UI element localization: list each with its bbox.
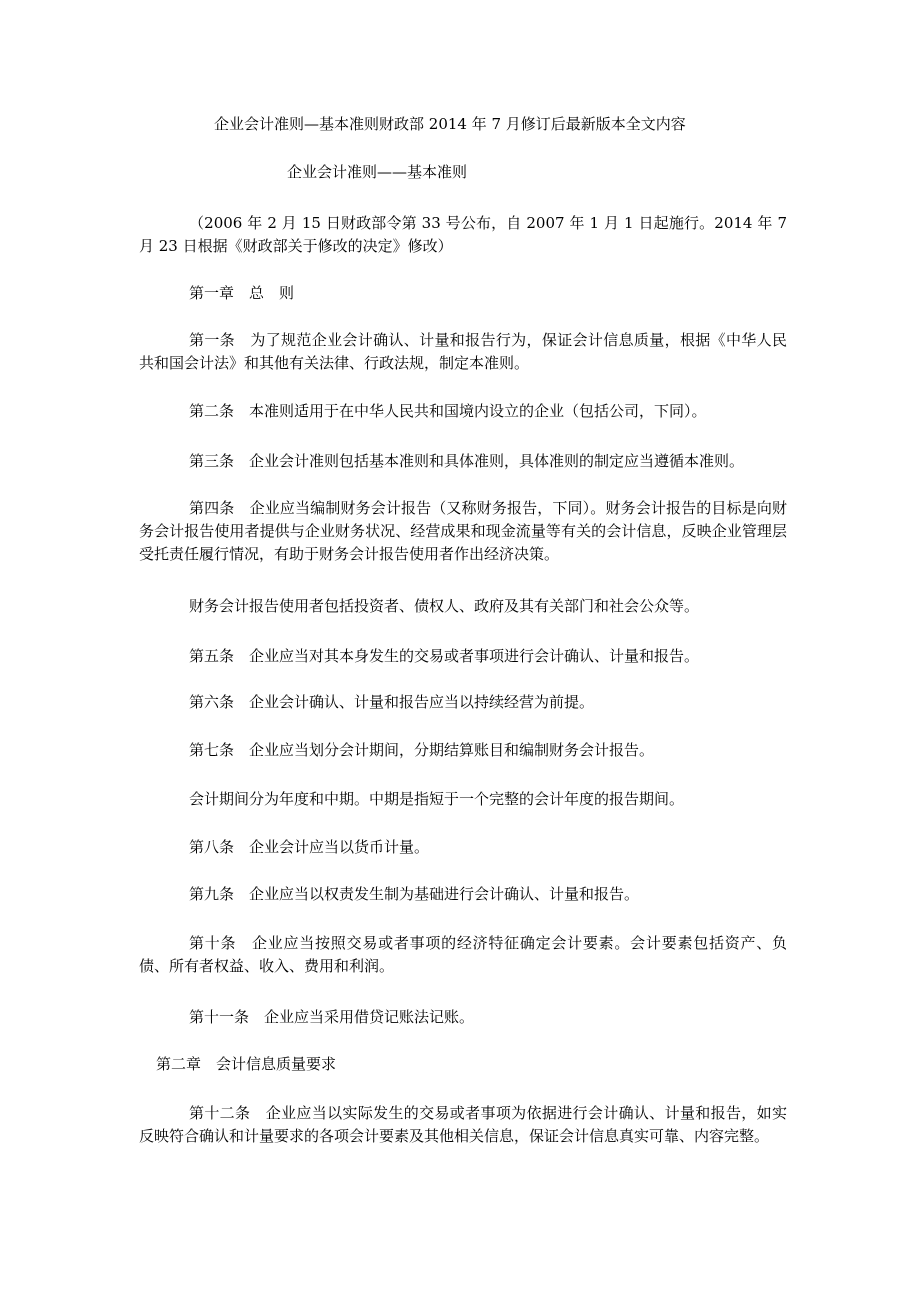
- publication-note: （2006 年 2 月 15 日财政部令第 33 号公布，自 2007 年 1 月 1 日起施行。2014 年 7 月 23 日根据《财政部关于修改的决定》修改）: [139, 214, 787, 255]
- document-title: 企业会计准则—基本准则财政部 2014 年 7 月修订后最新版本全文内容: [214, 115, 686, 133]
- article-paragraph: 第四条 企业应当编制财务会计报告（又称财务报告，下同）。财务会计报告的目标是向财务会计报告使用者提供与企业财务状况、经营成果和现金流量等有关的会计信息，反映企业管理层受托责任履行情况，有助于财务会计报告使用者作出经济决策。: [139, 499, 787, 563]
- chapter-heading: 第一章 总 则: [189, 284, 295, 302]
- standard-subtitle: 企业会计准则——基本准则: [287, 163, 468, 181]
- article-paragraph: 第五条 企业应当对其本身发生的交易或者事项进行会计确认、计量和报告。: [189, 647, 700, 665]
- article-paragraph: 第八条 企业会计应当以货币计量。: [189, 838, 430, 856]
- article-paragraph: 第七条 企业应当划分会计期间，分期结算账目和编制财务会计报告。: [189, 741, 655, 759]
- article-paragraph: 第三条 企业会计准则包括基本准则和具体准则，具体准则的制定应当遵循本准则。: [189, 452, 745, 470]
- article-paragraph: 第六条 企业会计确认、计量和报告应当以持续经营为前提。: [189, 693, 595, 711]
- article-paragraph: 第十二条 企业应当以实际发生的交易或者事项为依据进行会计确认、计量和报告，如实反映符合确认和计量要求的各项会计要素及其他相关信息，保证会计信息真实可靠、内容完整。: [139, 1104, 787, 1145]
- article-paragraph: 财务会计报告使用者包括投资者、债权人、政府及其有关部门和社会公众等。: [189, 597, 700, 615]
- article-paragraph: 第十条 企业应当按照交易或者事项的经济特征确定会计要素。会计要素包括资产、负债、所有者权益、收入、费用和利润。: [139, 934, 787, 975]
- chapter-heading: 第二章 会计信息质量要求: [156, 1055, 337, 1073]
- article-paragraph: 第一条 为了规范企业会计确认、计量和报告行为，保证会计信息质量，根据《中华人民共和国会计法》和其他有关法律、行政法规，制定本准则。: [139, 331, 787, 372]
- article-paragraph: 第九条 企业应当以权责发生制为基础进行会计确认、计量和报告。: [189, 885, 640, 903]
- article-paragraph: 第十一条 企业应当采用借贷记账法记账。: [189, 1008, 475, 1026]
- article-paragraph: 会计期间分为年度和中期。中期是指短于一个完整的会计年度的报告期间。: [189, 790, 685, 808]
- article-paragraph: 第二条 本准则适用于在中华人民共和国境内设立的企业（包括公司，下同）。: [189, 402, 707, 420]
